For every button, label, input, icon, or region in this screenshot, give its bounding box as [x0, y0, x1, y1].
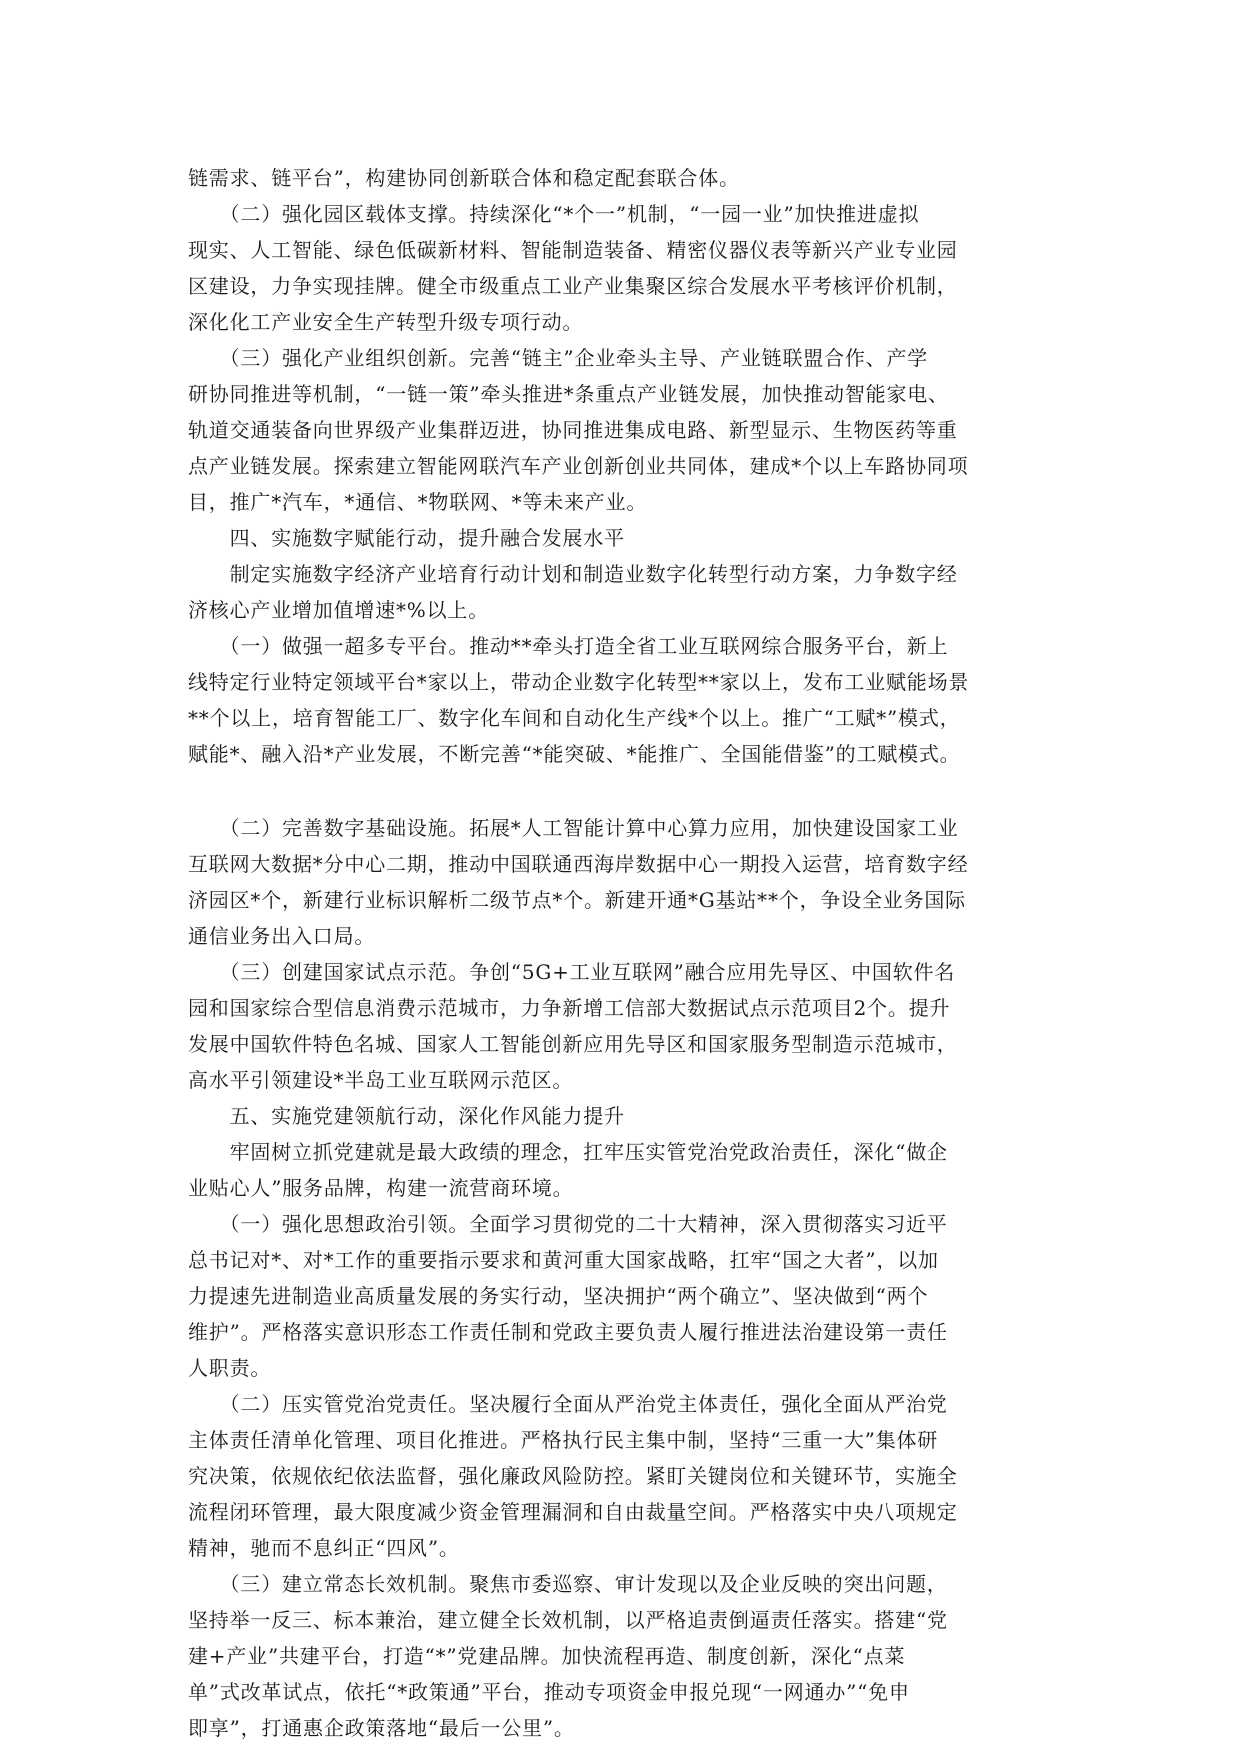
paragraph-intro-tail — [188, 160, 1068, 196]
document-body — [188, 160, 1068, 1746]
text-line: 现实、人工智能、绿色低碳新材料、智能制造装备、精密仪器仪表等新兴产业专业园 — [188, 238, 958, 262]
text-line: 研协同推进等机制，“一链一策”牵头推进*条重点产业链发展，加快推动智能家电、 — [188, 382, 949, 406]
text-line: 线特定行业特定领域平台*家以上，带动企业数字化转型**家以上，发布工业赋能场景 — [188, 670, 970, 694]
paragraph-platform — [188, 628, 1068, 772]
paragraph-pilot — [188, 954, 1068, 1098]
text-line: 业贴心人”服务品牌，构建一流营商环境。 — [188, 1176, 574, 1200]
text-line: 区建设，力争实现挂牌。健全市级重点工业产业集聚区综合发展水平考核评价机制， — [188, 274, 958, 298]
text-line: 互联网大数据*分中心二期，推动中国联通西海岸数据中心一期投入运营，培育数字经 — [188, 852, 969, 876]
paragraph-mechanism — [188, 1566, 1068, 1746]
text-line: 即享”，打通惠企政策落地“最后一公里”。 — [188, 1716, 575, 1740]
text-line: 制定实施数字经济产业培育行动计划和制造业数字化转型行动方案，力争数字经 — [188, 562, 958, 586]
paragraph-responsibility — [188, 1386, 1068, 1566]
text-line: 坚持举一反三、标本兼治，建立健全长效机制，以严格追责倒逼责任落实。搭建“党 — [188, 1608, 948, 1632]
text-line: 精神，驰而不息纠正“四风”。 — [188, 1536, 460, 1560]
text-line: 轨道交通装备向世界级产业集群迈进，协同推进集成电路、新型显示、生物医药等重 — [188, 418, 958, 442]
paragraph-industry-org — [188, 340, 1068, 520]
text-line: （二）强化园区载体支撑。持续深化“*个一”机制，“一园一业”加快推进虚拟 — [188, 202, 920, 226]
text-line: （三）建立常态长效机制。聚焦市委巡察、审计发现以及企业反映的突出问题， — [188, 1572, 948, 1596]
text-line: 济核心产业增加值增速*%以上。 — [188, 598, 490, 622]
text-line: （二）压实管党治党责任。坚决履行全面从严治党主体责任，强化全面从严治党 — [188, 1392, 948, 1416]
text-line: 济园区*个，新建行业标识解析二级节点*个。新建开通*G基站**个，争设全业务国际 — [188, 888, 966, 912]
text-line: 主体责任清单化管理、项目化推进。严格执行民主集中制，坚持“三重一大”集体研 — [188, 1428, 939, 1452]
paragraph-heading-5 — [188, 1098, 1068, 1134]
text-line: （三）强化产业组织创新。完善“链主”企业牵头主导、产业链联盟合作、产学 — [188, 346, 929, 370]
text-line: （三）创建国家试点示范。争创“5G+工业互联网”融合应用先导区、中国软件名 — [188, 960, 956, 984]
text-line: 链需求、链平台”，构建协同创新联合体和稳定配套联合体。 — [188, 166, 740, 190]
text-line: 牢固树立抓党建就是最大政绩的理念，扛牢压实管党治党政治责任，深化“做企 — [188, 1140, 948, 1164]
text-line: 通信业务出入口局。 — [188, 924, 376, 948]
text-line: 高水平引领建设*半岛工业互联网示范区。 — [188, 1068, 574, 1092]
text-line: 力提速先进制造业高质量发展的务实行动，坚决拥护“两个确立”、坚决做到“两个 — [188, 1284, 929, 1308]
text-line: 人职责。 — [188, 1356, 272, 1380]
text-line: 目，推广*汽车，*通信、*物联网、*等未来产业。 — [188, 490, 648, 514]
text-line: 四、实施数字赋能行动，提升融合发展水平 — [188, 526, 625, 550]
text-line: 发展中国软件特色名城、国家人工智能创新应用先导区和国家服务型制造示范城市， — [188, 1032, 958, 1056]
paragraph-heading-4 — [188, 520, 1068, 556]
paragraph-digital-intro — [188, 556, 1068, 628]
text-line: 流程闭环管理，最大限度减少资金管理漏洞和自由裁量空间。严格落实中央八项规定 — [188, 1500, 958, 1524]
paragraph-park-support — [188, 196, 1068, 340]
paragraph-spacer — [188, 772, 1068, 810]
text-line: （一）强化思想政治引领。全面学习贯彻党的二十大精神，深入贯彻落实习近平 — [188, 1212, 948, 1236]
text-line: 维护”。严格落实意识形态工作责任制和党政主要负责人履行推进法治建设第一责任 — [188, 1320, 948, 1344]
text-line: **个以上，培育智能工厂、数字化车间和自动化生产线*个以上。推广“工赋*”模式， — [188, 706, 961, 730]
paragraph-political — [188, 1206, 1068, 1386]
text-line: （二）完善数字基础设施。拓展*人工智能计算中心算力应用，加快建设国家工业 — [188, 816, 959, 840]
text-line: 赋能*、融入沿*产业发展，不断完善“*能突破、*能推广、全国能借鉴”的工赋模式。 — [188, 742, 961, 766]
text-line: （一）做强一超多专平台。推动**牵头打造全省工业互联网综合服务平台，新上 — [188, 634, 949, 658]
paragraph-party-intro — [188, 1134, 1068, 1206]
text-line: 究决策，依规依纪依法监督，强化廉政风险防控。紧盯关键岗位和关键环节，实施全 — [188, 1464, 958, 1488]
text-line: 建+产业”共建平台，打造“*”党建品牌。加快流程再造、制度创新，深化“点菜 — [188, 1644, 906, 1668]
text-line: 深化化工产业安全生产转型升级专项行动。 — [188, 310, 584, 334]
text-line: 五、实施党建领航行动，深化作风能力提升 — [188, 1104, 625, 1128]
paragraph-infrastructure — [188, 810, 1068, 954]
text-line: 单”式改革试点，依托“*政策通”平台，推动专项资金申报兑现“一网通办”“免申 — [188, 1680, 910, 1704]
text-line: 点产业链发展。探索建立智能网联汽车产业创新创业共同体，建成*个以上车路协同项 — [188, 454, 969, 478]
text-line: 园和国家综合型信息消费示范城市，力争新增工信部大数据试点示范项目2个。提升 — [188, 996, 951, 1020]
text-line: 总书记对*、对*工作的重要指示要求和黄河重大国家战略，扛牢“国之大者”，以加 — [188, 1248, 939, 1272]
